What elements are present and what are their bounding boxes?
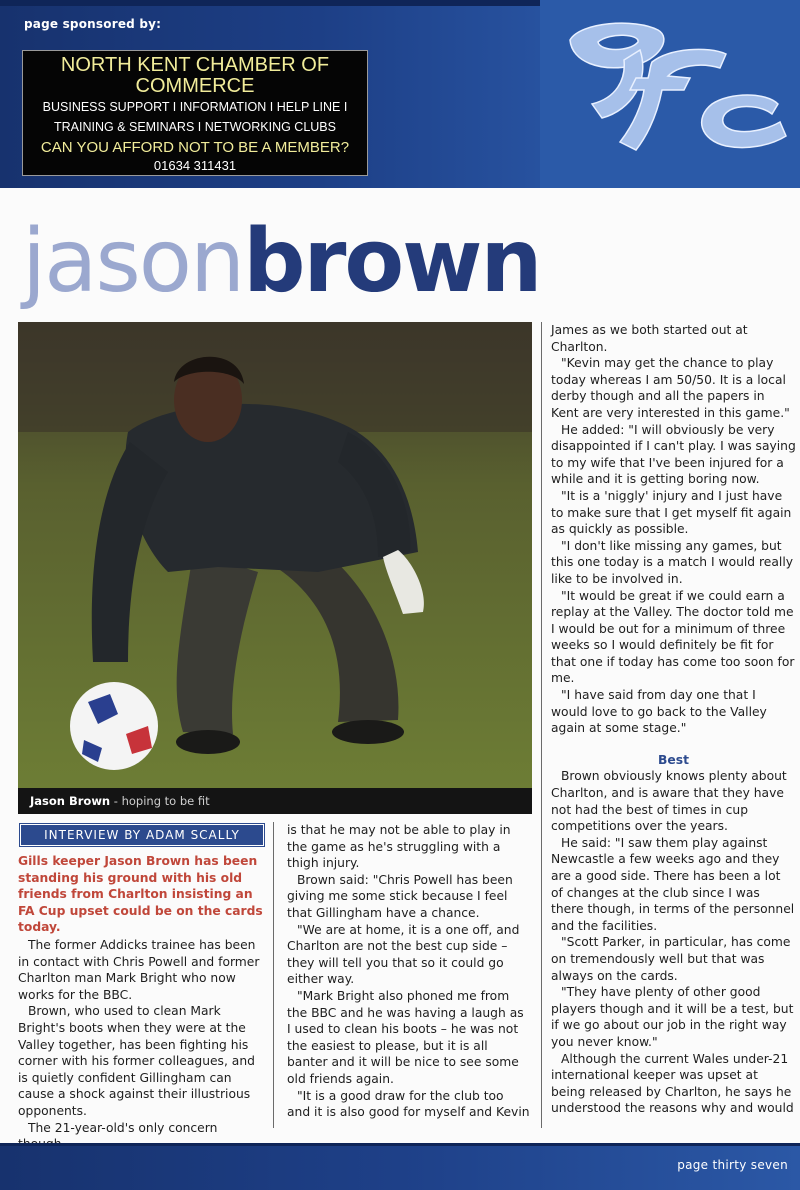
paragraph: "I have said from day one that I would love to go back to the Valley again at some stage." [551, 688, 767, 736]
player-photo [18, 322, 532, 814]
column-divider [273, 822, 274, 1128]
title-last-name: brown [243, 210, 541, 312]
paragraph: The 21-year-old's only concern [28, 1120, 218, 1135]
footer-rule [0, 1143, 800, 1146]
sponsor-pitch: CAN YOU AFFORD NOT TO BE A MEMBER? [40, 139, 350, 156]
paragraph: "Kevin may get the chance to play today whereas I am 50/50. It is a local derby though and all the papers in Kent are very interested in this game." [551, 356, 790, 420]
page-header [0, 0, 800, 188]
paragraph: "It is a good draw for the club too and it is also good for myself and Kevin [287, 1088, 530, 1120]
article-column-1 [18, 853, 263, 1153]
page-number: page thirty seven [677, 1158, 788, 1172]
sponsor-name: NORTH KENT CHAMBER OF COMMERCE [60, 54, 330, 97]
subheading: Best [658, 752, 689, 767]
paragraph: "It would be great if we could earn a replay at the Valley. The doctor told me I would be out for a minimum of three weeks so I would definitely be fit for that one if today has come too soon for me. [551, 588, 795, 686]
caption-text: - hoping to be fit [110, 794, 210, 808]
byline: INTERVIEW BY ADAM SCALLY [20, 824, 264, 846]
paragraph: He said: "I saw them play against Newcastle a few weeks ago and they are a good side. There has been a lot of changes at the club since I was there though, in terms of the personnel and the facilities. [551, 835, 795, 933]
sponsor-advert [22, 50, 368, 176]
paragraph: "We are at home, it is a one off, and Charlton are not the best cup side – they will tell you that so it could go either way. [287, 922, 520, 987]
paragraph: Brown, who used to clean Mark Bright's boots when they were at the Valley together, has been fighting his corner with his former colleagues, and is quietly confident Gillingham can cause a shock against their illustrious opponents. [18, 1004, 255, 1118]
paragraph: He added: "I will obviously be very disappointed if I can't play. I was saying to my wife that I've been injured for a while and it is getting boring now. [551, 422, 796, 487]
caption-name: Jason Brown [30, 794, 111, 808]
sponsor-services-line-2: TRAINING & SEMINARS I NETWORKING CLUBS [54, 120, 336, 134]
sponsor-label: page sponsored by: [24, 17, 162, 31]
column-divider [541, 322, 542, 1128]
paragraph: "I don't like missing any games, but this one today is a match I would really like to be involved in. [551, 538, 794, 586]
standfirst: Gills keeper Jason Brown has been standing his ground with his old friends from Charlton insisting an FA Cup upset could be on the cards today. [18, 854, 263, 935]
paragraph: is that he may not be able to play in the game as he's struggling with a thigh injury. [287, 823, 511, 871]
article-column-3 [551, 322, 796, 1117]
paragraph: Brown obviously knows plenty about Charlton, and is aware that they have not had the best of times in cup competitions over the years. [551, 769, 787, 834]
sponsor-services-line-1: BUSINESS SUPPORT I INFORMATION I HELP LINE I [42, 100, 348, 114]
gfc-logo-icon [540, 0, 800, 188]
photo-caption [18, 788, 532, 814]
paragraph: "They have plenty of other good players though and it will be a test, but if we go about our job in the right way you never know." [551, 985, 794, 1049]
paragraph: Brown said: "Chris Powell has been giving me some stick because I feel that Gillingham have a chance. [287, 872, 513, 920]
goalkeeper-photo-icon [18, 322, 532, 788]
paragraph: "It is a 'niggly' injury and I just have to make sure that I get myself fit again as quickly as possible. [551, 488, 792, 537]
page-footer [0, 1143, 800, 1190]
article-column-2 [287, 822, 530, 1121]
paragraph: "Scott Parker, in particular, has come on tremendously well but that was always on the cards. [551, 935, 791, 983]
title-first-name: jason [22, 210, 244, 312]
sponsor-phone: 01634 311431 [153, 158, 237, 173]
paragraph: Although the current Wales under-21 international keeper was upset at being released by Charlton, he says he understood the reasons why and would [551, 1051, 794, 1116]
paragraph: "Mark Bright also phoned me from the BBC and he was having a laugh as I used to clean his boots – he was not the easiest to please, but it is all banter and it will be nice to see some old friends again. [287, 988, 524, 1086]
paragraph: The former Addicks trainee has been in contact with Chris Powell and former Charlton man Mark Bright who now works for the BBC. [18, 937, 260, 1002]
paragraph: James as we both started out at Charlton. [551, 323, 748, 354]
article-title [22, 206, 540, 316]
